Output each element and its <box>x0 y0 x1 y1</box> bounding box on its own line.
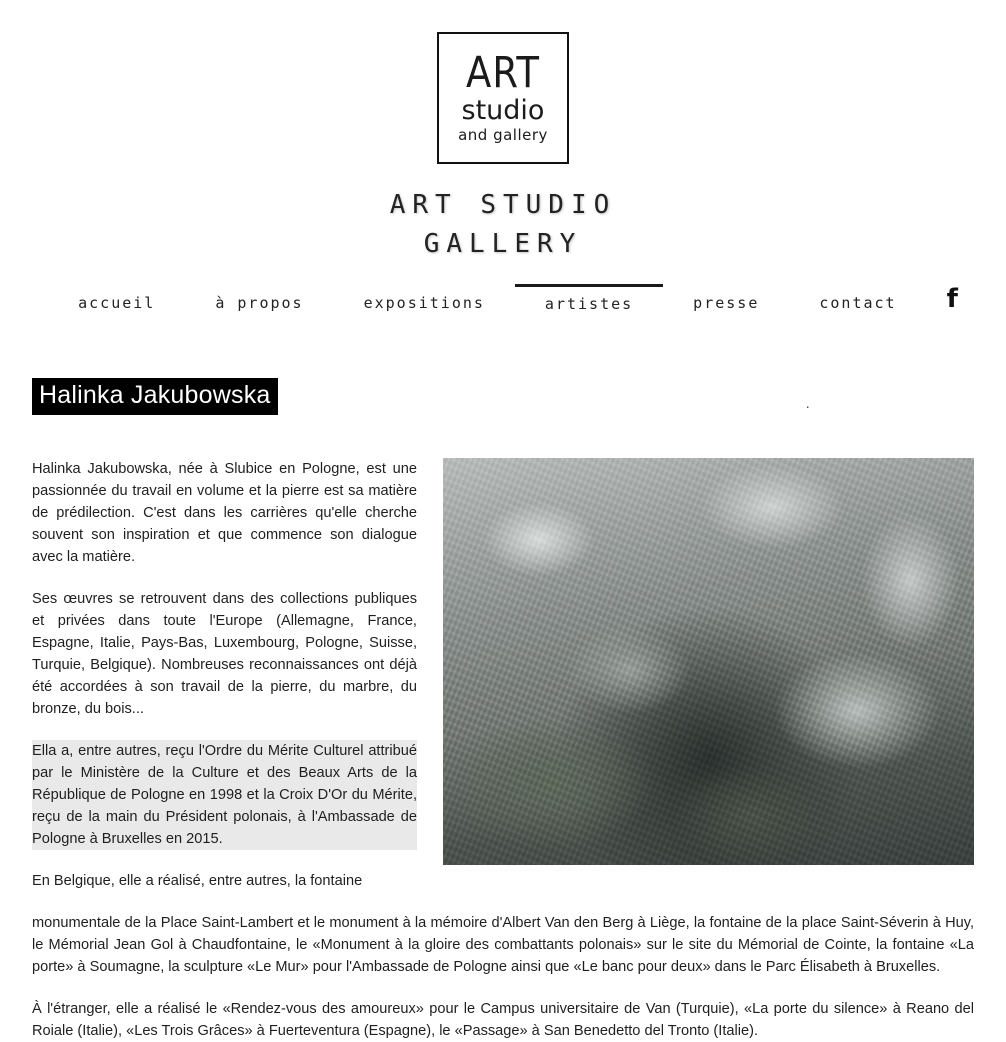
full-width-text <box>32 912 974 1042</box>
logo[interactable] <box>437 32 569 164</box>
paragraph-1: Halinka Jakubowska, née à Slubice en Pologne, est une passionnée du travail en volume et la pierre est sa matière de prédilection. C'est dans les carrières qu'elle cherche souvent son inspiration et que commence son dialogue avec la matière. <box>32 460 417 565</box>
paragraph-4-continued: monumentale de la Place Saint-Lambert et le monument à la mémoire d'Albert Van den Berg à Liège, la fontaine de la place Saint-Séverin à Huy, le Mémorial Jean Gol à Chaudfontaine, le «Monument à la gloire des combattants polonais» sur le site du Mémorial de Cointe, la fontaine «La porte» à Soumagne, la sculpture «Le Mur» pour l'Ambassade de Pologne ainsi que «Le banc pour deux» dans le Parc Élisabeth à Bruxelles. <box>32 914 974 975</box>
nav-item-a-propos[interactable]: à propos <box>215 293 304 312</box>
site-title-line-2: GALLERY <box>423 229 583 259</box>
paragraph-5: À l'étranger, elle a réalisé le «Rendez-vous des amoureux» pour le Campus universitaire de Van (Turquie), «La porte du silence» à Reano del Roiale (Italie), «Les Trois Grâces» à Fuerteventura (Espagne), le «Passage» à San Benedetto del Tronto (Italie). <box>32 1000 974 1039</box>
paragraph-3-highlighted: Ella a, entre autres, reçu l'Ordre du Mérite Culturel attribué par le Ministère de la Culture et des Beaux Arts de la République de Pologne en 1998 et la Croix D'Or du Mérite, reçu de la main du Président polonais, à l'Ambassade de Pologne à Bruxelles en 2015. <box>32 740 417 850</box>
site-title-line-1: ART STUDIO <box>389 190 617 220</box>
nav-item-expositions[interactable]: expositions <box>363 293 485 312</box>
main-content <box>0 361 1006 1042</box>
nav-item-accueil[interactable]: accueil <box>78 293 156 312</box>
paragraph-2: Ses œuvres se retrouvent dans des collections publiques et privées dans toute l'Europe (Allemagne, France, Espagne, Italie, Pays-Bas, Luxembourg, Pologne, Suisse, Turquie, Belgique). Nombreuses reconnaissances ont déjà été accordées à son travail de la pierre, du marbre, du bronze, du bois... <box>32 590 417 717</box>
nav-item-contact[interactable]: contact <box>819 293 897 312</box>
intro-text-column <box>32 458 417 912</box>
logo-and-gallery-text: and gallery <box>458 125 548 144</box>
main-navigation <box>0 284 1006 319</box>
paragraph-4-lead: En Belgique, elle a réalisé, entre autres, la fontaine <box>32 872 363 889</box>
intro-columns <box>32 458 974 912</box>
decorative-dot: · <box>805 398 810 414</box>
nav-item-artistes[interactable]: artistes <box>515 284 663 319</box>
facebook-icon[interactable]: f <box>946 283 958 314</box>
page-title <box>0 186 1006 264</box>
logo-art-text: ART <box>466 47 540 97</box>
site-header <box>0 0 1006 319</box>
nav-item-presse[interactable]: presse <box>693 293 760 312</box>
stone-texture-photo <box>443 458 974 865</box>
artist-name-heading: Halinka Jakubowska <box>32 378 278 415</box>
logo-studio-text: studio <box>461 94 545 126</box>
